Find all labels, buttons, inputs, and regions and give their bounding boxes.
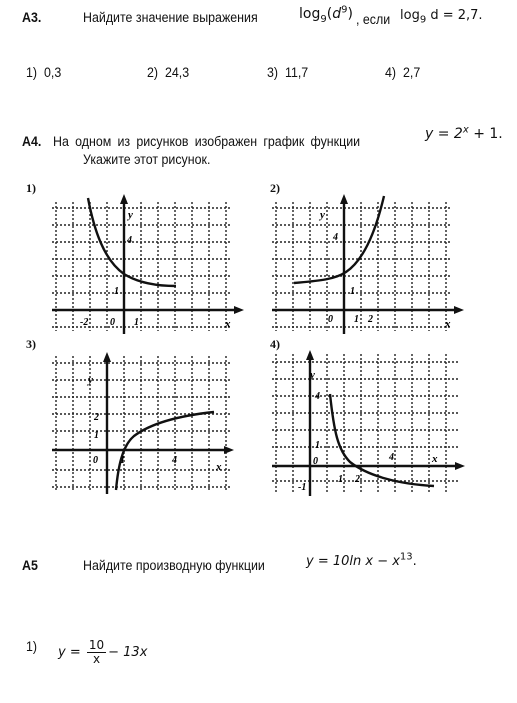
a3-expr-log: log [299,6,321,22]
graph-2-x-label: x [445,318,451,330]
a4-number: A4. [22,134,42,149]
graph-3[interactable] [36,350,236,495]
option-value: 11,7 [284,65,309,80]
graph-1-tick: 0 [110,317,115,328]
graph-4-tick: -1 [298,482,307,493]
graph-4-tick: 2 [355,474,360,485]
a3-cond-base: 9 [419,14,427,26]
a3-condition [400,8,483,24]
a3-option-2[interactable] [147,65,189,81]
option-label: 2) [147,65,159,80]
a3-option-4[interactable] [385,65,420,81]
graph-1-y-label: y [128,209,133,221]
graph-4-x-arrow-icon [455,462,465,470]
a3-expr-base: 9 [320,13,327,25]
graph-2-label: 2) [270,181,280,195]
a3-if-text: , если [356,12,391,27]
a3-option-3[interactable] [267,65,308,81]
a5-answer-rest: − 13x [108,645,148,660]
graph-2-curve [294,196,384,283]
a3-option-1[interactable] [26,65,61,81]
option-label: 4) [385,65,397,80]
option-label: 3) [267,65,279,80]
graph-4-x-label: x [432,453,438,465]
a3-cond-rest: d = 2,7 [426,8,479,23]
graph-4-grid [272,354,458,494]
graph-1-grid [52,202,232,331]
graph-4-y-arrow-icon [306,350,314,360]
graph-3-label: 3) [26,337,36,351]
a3-expr-open: ( [326,6,333,22]
option-value: 2,7 [402,65,421,80]
a4-dot: . [498,126,503,142]
graph-3-tick: 0 [93,455,98,466]
graph-3-tick: 1 [94,430,99,441]
graph-3-y-label: y [88,374,93,386]
a4-func-exp: x [462,124,469,136]
a3-expr-var: d [332,6,342,22]
graph-3-tick: 2 [94,412,99,423]
graph-3-tick: 4 [172,455,177,466]
graph-4-tick: 0 [313,456,318,467]
graph-1-tick: 1 [114,286,119,297]
graph-4-y-label: y [310,369,315,381]
a5-answer-num: 10 [88,638,105,652]
option-value: 24,3 [164,65,190,80]
graph-2-grid [272,202,452,331]
graph-3-x-label: x [216,461,222,473]
a5-question-text: Найдите производную функции [83,558,265,573]
option-value: 0,3 [43,65,62,80]
graph-4-tick: 4 [315,391,320,402]
a5-answer-label: 1) [26,639,38,654]
a5-func-y: y = 10ln x − x [306,554,400,569]
graph-1-tick: -2 [80,317,89,328]
a3-question-text: Найдите значение выражения [83,10,258,25]
a4-func-y: y = 2 [425,126,463,142]
a5-answer-den: x [92,652,101,666]
graph-3-x-arrow-icon [224,446,234,454]
graph-2-tick: 4 [333,232,338,243]
a5-dot: . [412,554,417,569]
option-label: 1) [26,65,38,80]
graph-1-tick: 4 [127,235,132,246]
a5-func-exp: 13 [399,551,413,563]
a4-function [425,126,503,142]
graph-1[interactable] [52,190,248,335]
graph-4-tick: 1 [338,474,343,485]
graph-2-tick: 0 [328,314,333,325]
graph-3-tick: 1 [120,455,125,466]
graph-2-tick: 1 [350,286,355,297]
graph-4[interactable] [268,348,468,498]
a5-function [306,551,417,570]
a4-question-line2: Укажите этот рисунок. [83,152,211,167]
a5-number: A5 [22,558,38,573]
graph-3-y-arrow-icon [103,352,111,362]
graph-2-tick: 2 [368,314,373,325]
graph-2-y-label: y [320,209,325,221]
a5-answer-1[interactable] [58,638,147,668]
graph-3-grid [52,356,230,491]
graph-4-tick: 1 [315,440,320,451]
a3-dot: . [478,8,483,23]
graph-2[interactable] [272,190,468,335]
a3-expr-close: ) [347,6,353,22]
graph-1-tick: 1 [134,317,139,328]
graph-1-y-arrow-icon [120,194,128,204]
graph-2-x-arrow-icon [454,306,464,314]
a3-expr-exp: 9 [341,4,348,16]
graph-4-tick: 4 [389,452,394,463]
a4-question-line1: На одном из рисунков изображен график функции [53,134,361,149]
graph-2-tick: 1 [354,314,359,325]
a4-func-rest: + 1 [468,126,499,142]
graph-1-x-arrow-icon [234,306,244,314]
a3-number: A3. [22,10,42,25]
graph-1-label: 1) [26,181,36,195]
a5-answer-y: y = [58,645,81,660]
a3-expression [299,4,353,25]
graph-4-curve [330,394,434,486]
a3-cond-log: log [400,8,420,23]
a5-answer-fraction [87,639,106,666]
graph-2-y-arrow-icon [340,194,348,204]
graph-1-x-label: x [225,318,231,330]
graph-4-label: 4) [270,337,280,351]
